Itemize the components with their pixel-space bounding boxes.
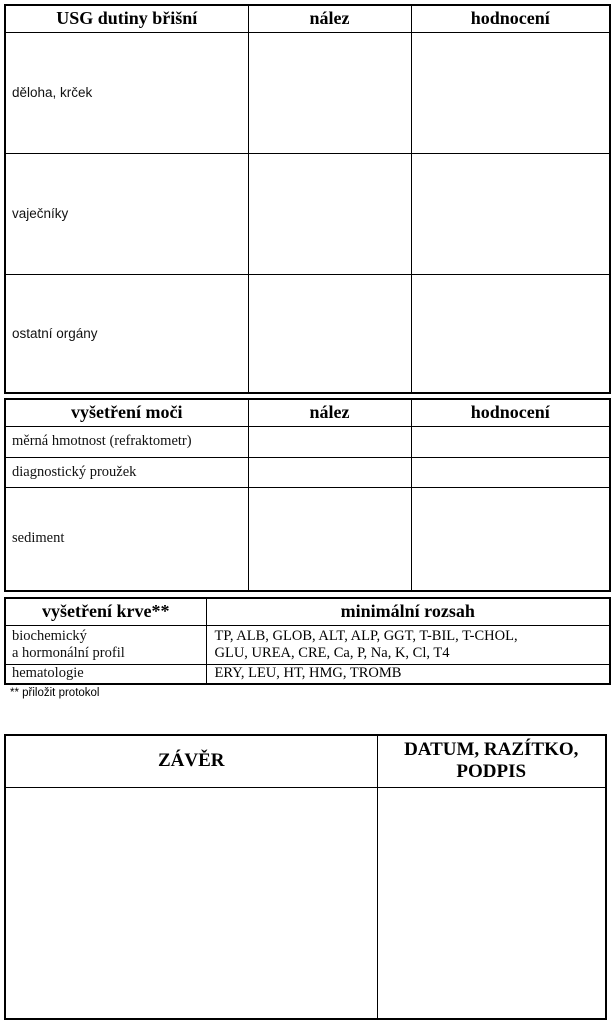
urine-header-exam: vyšetření moči <box>6 400 248 426</box>
usg-row-other-organs-finding-cell[interactable] <box>248 274 411 392</box>
blood-row-biochem-label-line1: biochemický <box>12 627 87 644</box>
urine-row-dipstick-label: diagnostický proužek <box>6 457 248 487</box>
blood-row-biochem-range <box>206 625 609 664</box>
usg-row-uterus-finding-cell[interactable] <box>248 32 411 153</box>
urine-row-dipstick-evaluation-cell[interactable] <box>411 457 609 487</box>
usg-row-ovaries-evaluation-cell[interactable] <box>411 153 609 274</box>
date-stamp-signature-entry-cell[interactable] <box>377 787 605 1018</box>
usg-header-evaluation: hodnocení <box>411 6 609 32</box>
urine-header-finding: nález <box>248 400 411 426</box>
blood-row-biochem-label-line2: a hormonální profil <box>12 644 125 661</box>
urine-table <box>4 398 611 592</box>
blood-row-biochem-label <box>6 625 206 664</box>
urine-row-dipstick-finding-cell[interactable] <box>248 457 411 487</box>
conclusion-header: ZÁVĚR <box>6 736 377 787</box>
usg-row-uterus-label: děloha, krček <box>6 32 248 153</box>
urine-row-specific-gravity-finding-cell[interactable] <box>248 426 411 457</box>
blood-row-biochem-range-line1: TP, ALB, GLOB, ALT, ALP, GGT, T-BIL, T-CHOL, <box>214 627 518 644</box>
blood-header-min-range: minimální rozsah <box>206 599 609 625</box>
date-stamp-signature-header-line2: PODPIS <box>456 761 527 783</box>
usg-row-other-organs-evaluation-cell[interactable] <box>411 274 609 392</box>
blood-header-exam: vyšetření krve** <box>6 599 206 625</box>
urine-row-sediment-evaluation-cell[interactable] <box>411 487 609 590</box>
blood-row-hematology-label: hematologie <box>6 664 206 683</box>
blood-table <box>4 597 611 685</box>
usg-table <box>4 4 611 394</box>
urine-row-sediment-label: sediment <box>6 487 248 590</box>
usg-row-uterus-evaluation-cell[interactable] <box>411 32 609 153</box>
usg-row-ovaries-label: vaječníky <box>6 153 248 274</box>
urine-row-specific-gravity-evaluation-cell[interactable] <box>411 426 609 457</box>
urine-header-evaluation: hodnocení <box>411 400 609 426</box>
date-stamp-signature-header <box>377 736 605 787</box>
conclusion-table <box>4 734 607 1020</box>
usg-header-finding: nález <box>248 6 411 32</box>
blood-row-biochem-range-line2: GLU, UREA, CRE, Ca, P, Na, K, Cl, T4 <box>214 644 450 661</box>
usg-row-ovaries-finding-cell[interactable] <box>248 153 411 274</box>
date-stamp-signature-header-line1: DATUM, RAZÍTKO, <box>404 739 579 761</box>
blood-protocol-note: ** přiložit protokol <box>10 687 100 699</box>
urine-row-specific-gravity-label: měrná hmotnost (refraktometr) <box>6 426 248 457</box>
urine-row-sediment-finding-cell[interactable] <box>248 487 411 590</box>
blood-row-hematology-range: ERY, LEU, HT, HMG, TROMB <box>206 664 609 683</box>
usg-header-exam: USG dutiny břišní <box>6 6 248 32</box>
conclusion-entry-cell[interactable] <box>6 787 377 1018</box>
usg-row-other-organs-label: ostatní orgány <box>6 274 248 392</box>
